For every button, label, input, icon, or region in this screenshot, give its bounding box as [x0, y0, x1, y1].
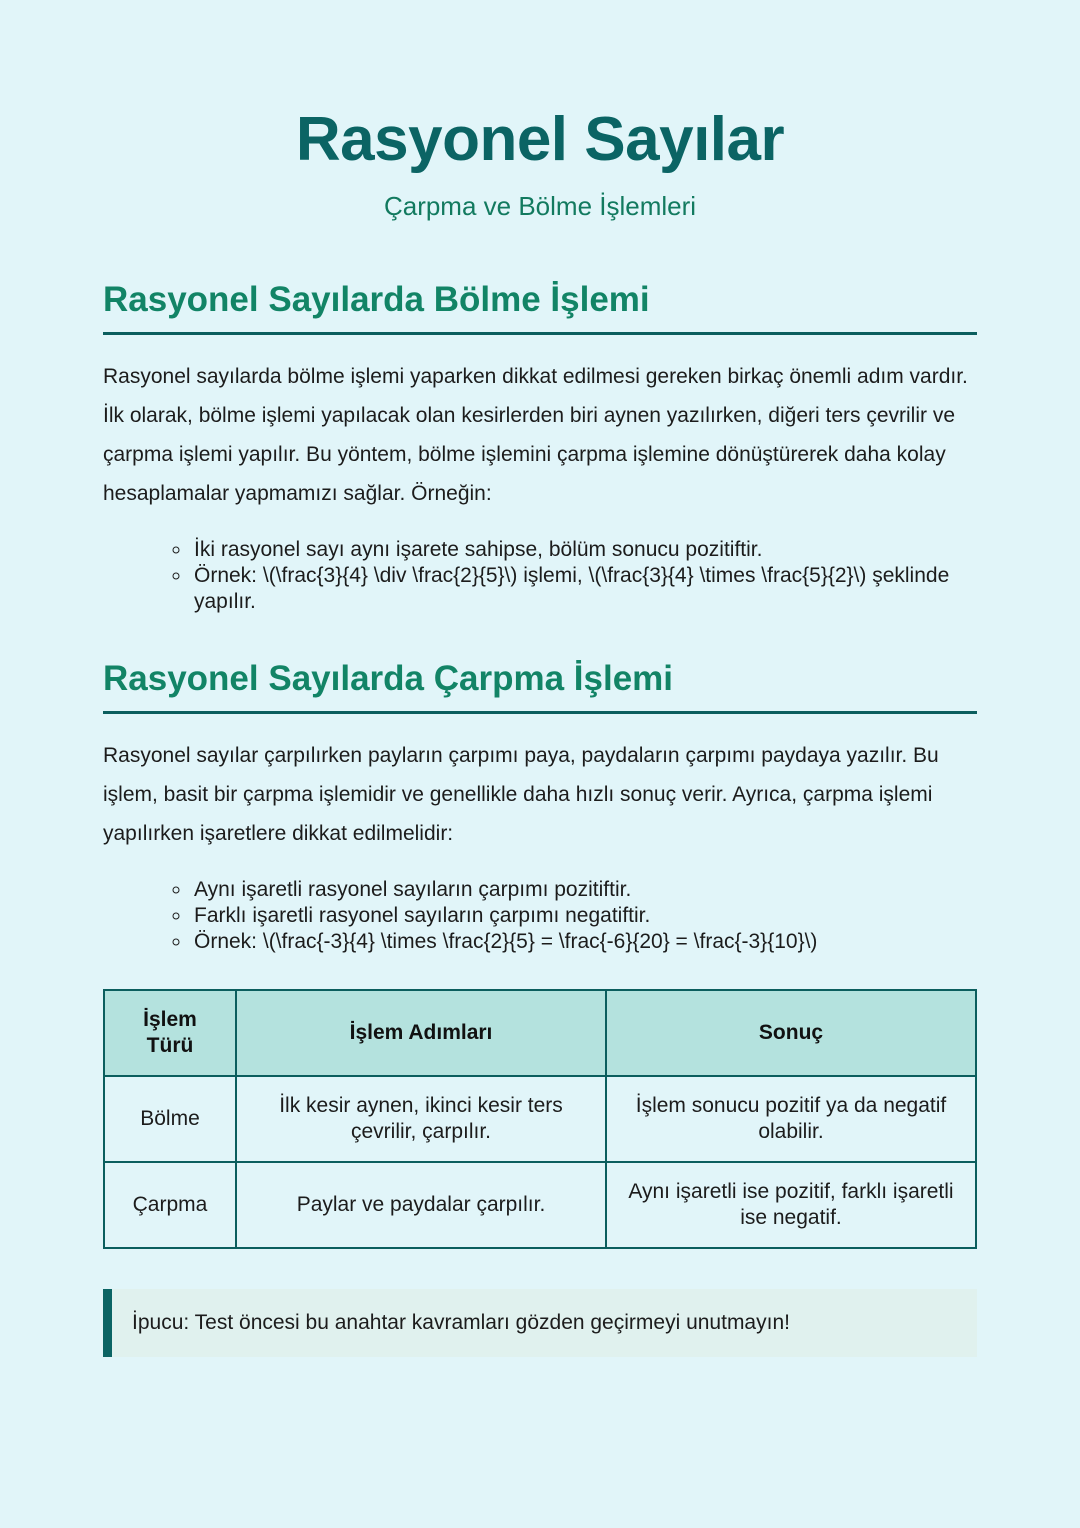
table-cell: İlk kesir aynen, ikinci kesir ters çevrilir, çarpılır. [236, 1076, 606, 1162]
table-header-row [104, 990, 976, 1076]
list-item: ◦ Farklı işaretli rasyonel sayıların çarpımı negatiftir. [192, 903, 977, 929]
column-header-operation-steps: İşlem Adımları [236, 990, 606, 1076]
page-subtitle: Çarpma ve Bölme İşlemleri [383, 191, 697, 221]
column-header-operation-type: İşlem Türü [104, 990, 236, 1076]
table-cell: Aynı işaretli ise pozitif, farklı işaretli ise negatif. [606, 1162, 976, 1248]
table-cell: Çarpma [104, 1162, 236, 1248]
list-item: ◦ Örnek: \(\frac{3}{4} \div \frac{2}{5}\) işlemi, \(\frac{3}{4} \times \frac{5}{2}\) şeklinde yapılır. [192, 563, 977, 615]
page-title: Rasyonel Sayılar [295, 105, 785, 174]
table-cell: Bölme [104, 1076, 236, 1162]
summary-table [103, 989, 977, 1249]
list-item: ◦ Aynı işaretli rasyonel sayıların çarpımı pozitiftir. [192, 877, 977, 903]
table-cell: İşlem sonucu pozitif ya da negatif olabilir. [606, 1076, 976, 1162]
multiplication-bullet-list [103, 877, 977, 955]
division-section [103, 276, 977, 615]
division-section-heading: Rasyonel Sayılarda Bölme İşlemi [103, 276, 977, 335]
table-row [104, 1162, 976, 1248]
division-bullet-list [103, 537, 977, 615]
table-row [104, 1076, 976, 1162]
multiplication-section-heading: Rasyonel Sayılarda Çarpma İşlemi [103, 655, 977, 714]
table-cell: Paylar ve paydalar çarpılır. [236, 1162, 606, 1248]
column-header-result: Sonuç [606, 990, 976, 1076]
list-item: ◦ İki rasyonel sayı aynı işarete sahipse, bölüm sonucu pozitiftir. [192, 537, 977, 563]
tip-text: İpucu: Test öncesi bu anahtar kavramları gözden geçirmeyi unutmayın! [132, 1311, 790, 1334]
list-item: ◦ Örnek: \(\frac{-3}{4} \times \frac{2}{5} = \frac{-6}{20} = \frac{-3}{10}\) [192, 929, 977, 955]
multiplication-section [103, 655, 977, 955]
tip-callout [103, 1289, 977, 1357]
multiplication-paragraph: Rasyonel sayılar çarpılırken payların çarpımı paya, paydaların çarpımı paydaya yazılır. Bu işlem, basit bir çarpma işlemidir ve genellikle daha hızlı sonuç verir. Ayrıca, çarpma işlemi yapılırken işaretlere dikkat edilmelidir: [103, 744, 939, 845]
division-paragraph: Rasyonel sayılarda bölme işlemi yaparken dikkat edilmesi gereken birkaç önemli adım vardır. İlk olarak, bölme işlemi yapılacak olan kesirlerden biri aynen yazılırken, diğeri ters çevrilir ve çarpma işlemi yapılır. Bu yöntem, bölme işlemini çarpma işlemine dönüştürerek daha kolay hesaplamalar yapmamızı sağlar. Örneğin: [103, 365, 968, 505]
